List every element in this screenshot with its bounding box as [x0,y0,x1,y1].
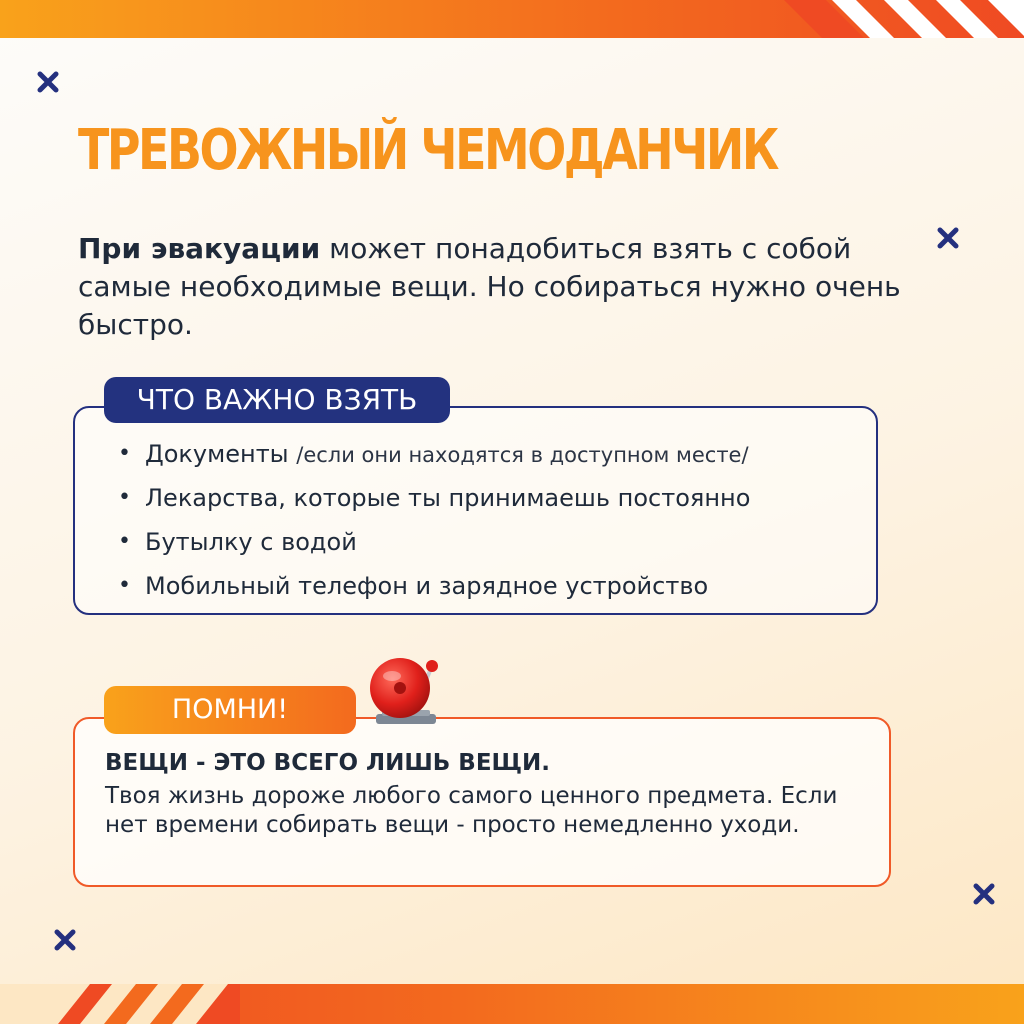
item-note: /если они находятся в доступном месте/ [296,443,749,467]
remember-label: ПОМНИ! [104,686,356,734]
remember-body: Твоя жизнь дороже любого самого ценного предмета. Если нет времени собирать вещи - просто немедленно уходи. [105,783,838,838]
bottom-stripes-decor [0,984,240,1024]
list-item: • Мобильный телефон и зарядное устройство [112,564,750,608]
top-stripes-decor [784,0,1024,38]
remember-heading: ВЕЩИ - ЭТО ВСЕГО ЛИШЬ ВЕЩИ. [105,750,551,776]
intro-rest: может понадобиться взять с собой самые необходимые вещи. Но собираться нужно очень быстро. [78,232,901,341]
alarm-bell-icon [362,652,452,732]
intro-text [78,230,938,344]
list-item: • Бутылку с водой [112,520,750,564]
list-item: • Документы /если они находятся в доступном месте/ [112,432,750,476]
important-label: ЧТО ВАЖНО ВЗЯТЬ [104,377,450,423]
list-item: • Лекарства, которые ты принимаешь постоянно [112,476,750,520]
page-title: ТРЕВОЖНЫЙ ЧЕМОДАНЧИК [78,118,777,183]
intro-bold: При эвакуации [78,232,321,265]
cross-icon [936,226,960,250]
cross-icon [53,928,77,952]
cross-icon [36,70,60,94]
important-items-list [112,432,750,608]
cross-icon [972,882,996,906]
